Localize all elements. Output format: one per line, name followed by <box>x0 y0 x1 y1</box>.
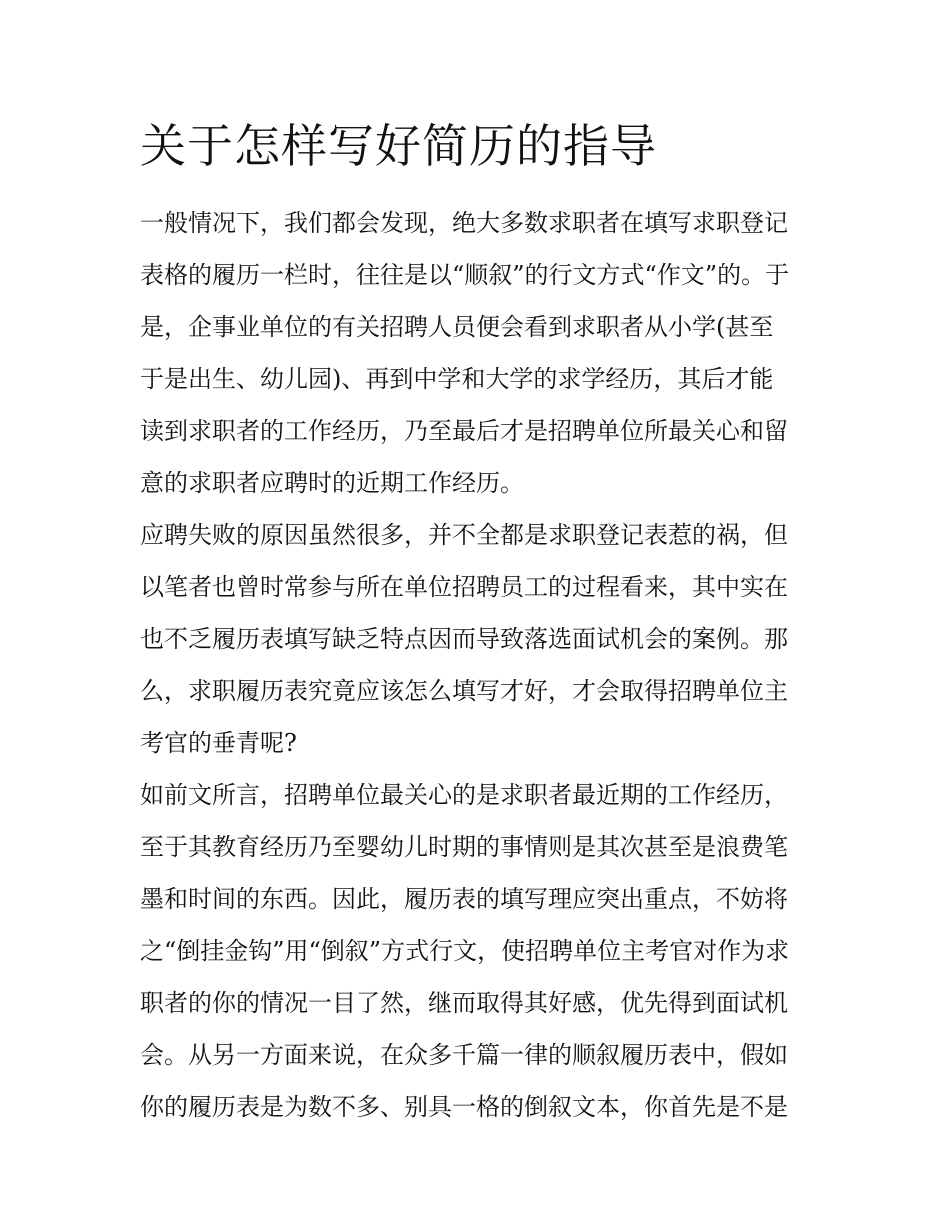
text-line: 也不乏履历表填写缺乏特点因而导致落选面试机会的案例。那 <box>140 625 788 653</box>
text-line: 墨和时间的东西。因此，履历表的填写理应突出重点，不妨将 <box>140 885 788 913</box>
document-body <box>140 197 820 1133</box>
text-line: 之“倒挂金钩”用“倒叙”方式行文，使招聘单位主考官对作为求 <box>140 937 790 965</box>
text-line: 于是出生、幼儿园)、再到中学和大学的求学经历，其后才能 <box>140 365 774 393</box>
text-line: 表格的履历一栏时，往往是以“顺叙”的行文方式“作文”的。于 <box>140 261 790 289</box>
text-line: 以笔者也曾时常参与所在单位招聘员工的过程看来，其中实在 <box>140 573 788 601</box>
page-title: 关于怎样写好简历的指导 <box>140 119 657 173</box>
text-line: 一般情况下，我们都会发现，绝大多数求职者在填写求职登记 <box>140 209 788 237</box>
text-line: 职者的你的情况一目了然，继而取得其好感，优先得到面试机 <box>140 989 788 1017</box>
text-line: 你的履历表是为数不多、别具一格的倒叙文本，你首先是不是 <box>140 1093 788 1121</box>
text-line: 读到求职者的工作经历，乃至最后才是招聘单位所最关心和留 <box>140 417 788 445</box>
text-line: 如前文所言，招聘单位最关心的是求职者最近期的工作经历， <box>140 781 788 809</box>
text-line: 至于其教育经历乃至婴幼儿时期的事情则是其次甚至是浪费笔 <box>140 833 788 861</box>
text-line: 么，求职履历表究竟应该怎么填写才好，才会取得招聘单位主 <box>140 677 788 705</box>
text-line: 会。从另一方面来说，在众多千篇一律的顺叙履历表中，假如 <box>140 1041 788 1069</box>
text-line: 应聘失败的原因虽然很多，并不全都是求职登记表惹的祸，但 <box>140 521 788 549</box>
text-line: 考官的垂青呢? <box>140 729 297 757</box>
text-line: 是，企事业单位的有关招聘人员便会看到求职者从小学(甚至 <box>140 313 774 341</box>
text-line: 意的求职者应聘时的近期工作经历。 <box>140 469 524 497</box>
